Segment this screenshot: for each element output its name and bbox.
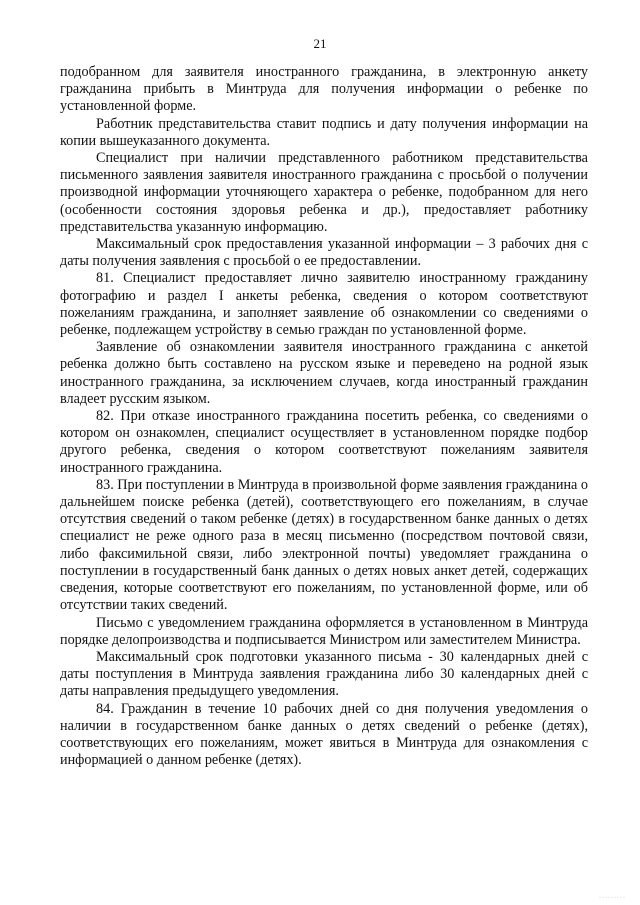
- page-number: 21: [313, 36, 327, 51]
- paragraph-letter: Письмо с уведомлением гражданина оформляется в установленном в Минтруда порядке делопроизводства и подписывается Министром или заместителем Министра.: [60, 614, 588, 648]
- paragraph-signature: Работник представительства ставит подпись и дату получения информации на копии вышеуказанного документа.: [60, 115, 588, 149]
- paragraph-82: 82. При отказе иностранного гражданина посетить ребенка, со сведениями о котором он ознакомлен, специалист осуществляет в установленном порядке подбор другого ребенка, сведения о котором соответствуют пожеланиям заявителя иностранного гражданина.: [60, 408, 588, 476]
- paragraph-max-term-info: Максимальный срок предоставления указанной информации – 3 рабочих дня с даты получения заявления с просьбой о ее предоставлении.: [60, 236, 588, 270]
- paragraph-statement-language: Заявление об ознакомлении заявителя иностранного гражданина с анкетой ребенка должно быть составлено на русском языке и переведено на родной язык иностранного гражданина, за исключением случаев, когда иностранный гражданин владеет русским языком.: [60, 339, 588, 407]
- scan-artifact-dots: ·········: [599, 895, 626, 901]
- paragraph-continuation: подобранном для заявителя иностранного гражданина, в электронную анкету гражданина прибыть в Минтруда для получения информации о ребенке по установленной форме.: [60, 64, 588, 115]
- paragraph-max-term-letter: Максимальный срок подготовки указанного письма - 30 календарных дней с даты поступления в Минтруда заявления гражданина либо 30 календарных дней с даты направления предыдущего уведомления.: [60, 648, 588, 700]
- paragraph-84: 84. Гражданин в течение 10 рабочих дней со дня получения уведомления о наличии в государственном банке данных о детях сведений о ребенке (детях), соответствующих его пожеланиям, может явиться в Минтруда для ознакомления с информацией о данном ребенке (детях).: [60, 700, 588, 769]
- paragraph-specialist-info: Специалист при наличии представленного работником представительства письменного заявления заявителя иностранного гражданина с просьбой о получении производной информации уточняющего характера о ребенке, подобранном для него (особенности состояния здоровья ребенка и др.), предоставляет работнику представительства указанную информацию.: [60, 150, 588, 235]
- paragraph-83: 83. При поступлении в Минтруда в произвольной форме заявления гражданина о дальнейшем поиске ребенка (детей), соответствующего его пожеланиям, в случае отсутствия сведений о таком ребенке (детях) в государственном банке данных о детях специалист не реже одного раза в месяц письменно (посредством почтовой связи, либо факсимильной связи, либо электронной почты) уведомляет гражданина о поступлении в государственный банк данных о детях новых анкет детей, содержащих сведения, которые соответствуют его пожеланиям, по установленной форме, или об отсутствии таких сведений.: [60, 476, 588, 614]
- paragraph-81: 81. Специалист предоставляет лично заявителю иностранному гражданину фотографию и раздел I анкеты ребенка, сведения о котором соответствуют пожеланиям гражданина, и заполняет заявление об ознакомлении со сведениями о ребенке, подлежащем устройству в семью граждан по установленной форме.: [60, 270, 588, 339]
- document-body: [60, 64, 588, 769]
